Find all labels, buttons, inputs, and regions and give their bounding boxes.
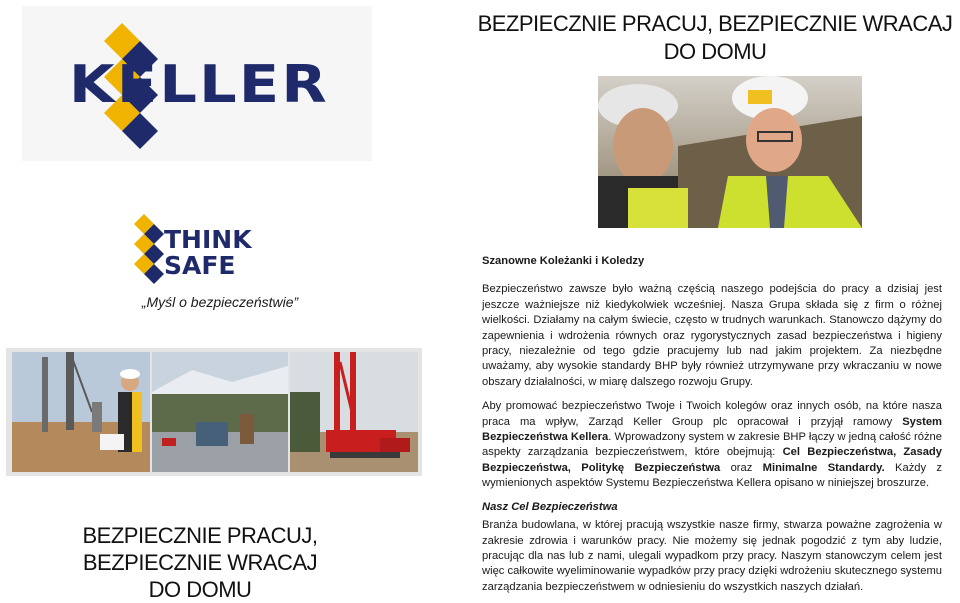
svg-text:THINK: THINK [164, 225, 252, 254]
letter-paragraph-1: Bezpieczeństwo zawsze było ważną częścią naszego podejścia do pracy a dzisiaj jest jeszcze ważniejsze niż kiedykolwiek wcześniej. Nasza Grupa składa się z firm o różnej wielkości. Działamy na całym świecie, często w trudnych warunkach. Stanowczo dążymy do zapewnienia i wdrożenia równych oraz rygorystycznych zasad bezpieczeństwa i higieny pracy, niezależnie od tego gdzie pracujemy lub nad jakim projektem. Za niezbędne uważamy, aby wysokie standardy BHP były również utrzymywane przy wkraczaniu w nowe obszary działalności, w miarę dalszego rozwoju Grupy. [482, 283, 942, 388]
minimum-standards: Minimalne Standardy. [762, 461, 885, 474]
page-title-line1: BEZPIECZNIE PRACUJ, BEZPIECZNIE WRACAJ [477, 11, 953, 36]
safety-aspects: Cel Bezpieczeństwa, Zasady Bezpieczeństwa, Politykę Bezpieczeństwa [482, 446, 942, 474]
bottom-title-line1: BEZPIECZNIE PRACUJ, [82, 523, 318, 548]
bottom-title [60, 522, 340, 603]
bottom-title-line2: BEZPIECZNIE WRACAJ [82, 550, 318, 575]
svg-text:KELLER: KELLER [69, 55, 329, 115]
letter-paragraph-2: Aby promować bezpieczeństwo Twoje i Twoich kolegów oraz innych osób, na które nasza praca ma wpływ, Zarząd Keller Group plc opracował i przyjął ramowy System Bezpieczeństwa Kellera. Wprowadzony system w zakresie BHP łączy w jedną całość różne aspekty zarządzania bezpieczeństwem, które obejmują: Cel Bezpieczeństwa, Zasady Bezpieczeństwa, Politykę Bezpieczeństwa oraz Minimalne Standardy. Każdy z wymienionych aspektów Systemu Bezpieczeństwa Kellera opisano w niniejszej broszurze. [482, 400, 943, 490]
keller-logo [22, 6, 372, 161]
red-piling-rig-photo [290, 352, 418, 472]
site-worker-photo [12, 352, 150, 472]
snowy-site-photo [152, 352, 288, 472]
letter-greeting: Szanowne Koleżanki i Koledzy [482, 255, 645, 267]
page-title [470, 10, 960, 66]
think-safe-caption: „Myśl o bezpieczeństwie” [141, 294, 299, 310]
svg-text:SAFE: SAFE [164, 251, 236, 280]
photo-strip [6, 348, 422, 476]
think-safe-logo [130, 212, 270, 290]
letter-body [482, 254, 942, 595]
section-heading: Nasz Cel Bezpieczeństwa [482, 500, 618, 513]
keller-safety-system: System Bezpieczeństwa Kellera [482, 415, 942, 444]
hero-photo-workers [598, 76, 862, 228]
bottom-title-line3: DO DOMU [148, 577, 252, 602]
letter-paragraph-3: Branża budowlana, w której pracują wszystkie nasze firmy, stwarza poważne zagrożenia w zakresie zdrowia i warunków pracy. Nie możemy się jednak pogodzić z tym aby ludzie, pracując dla nas lub z nami, ulegali wypadkom przy pracy. Naszym stanowczym celem jest więc całkowite wyeliminowanie wypadków przy pracy dzięki wdrożeniu skutecznego systemu zarządzania bezpieczeństwem w odniesieniu do wszystkich naszych działań. [482, 519, 942, 593]
page-title-line2: DO DOMU [663, 39, 767, 64]
